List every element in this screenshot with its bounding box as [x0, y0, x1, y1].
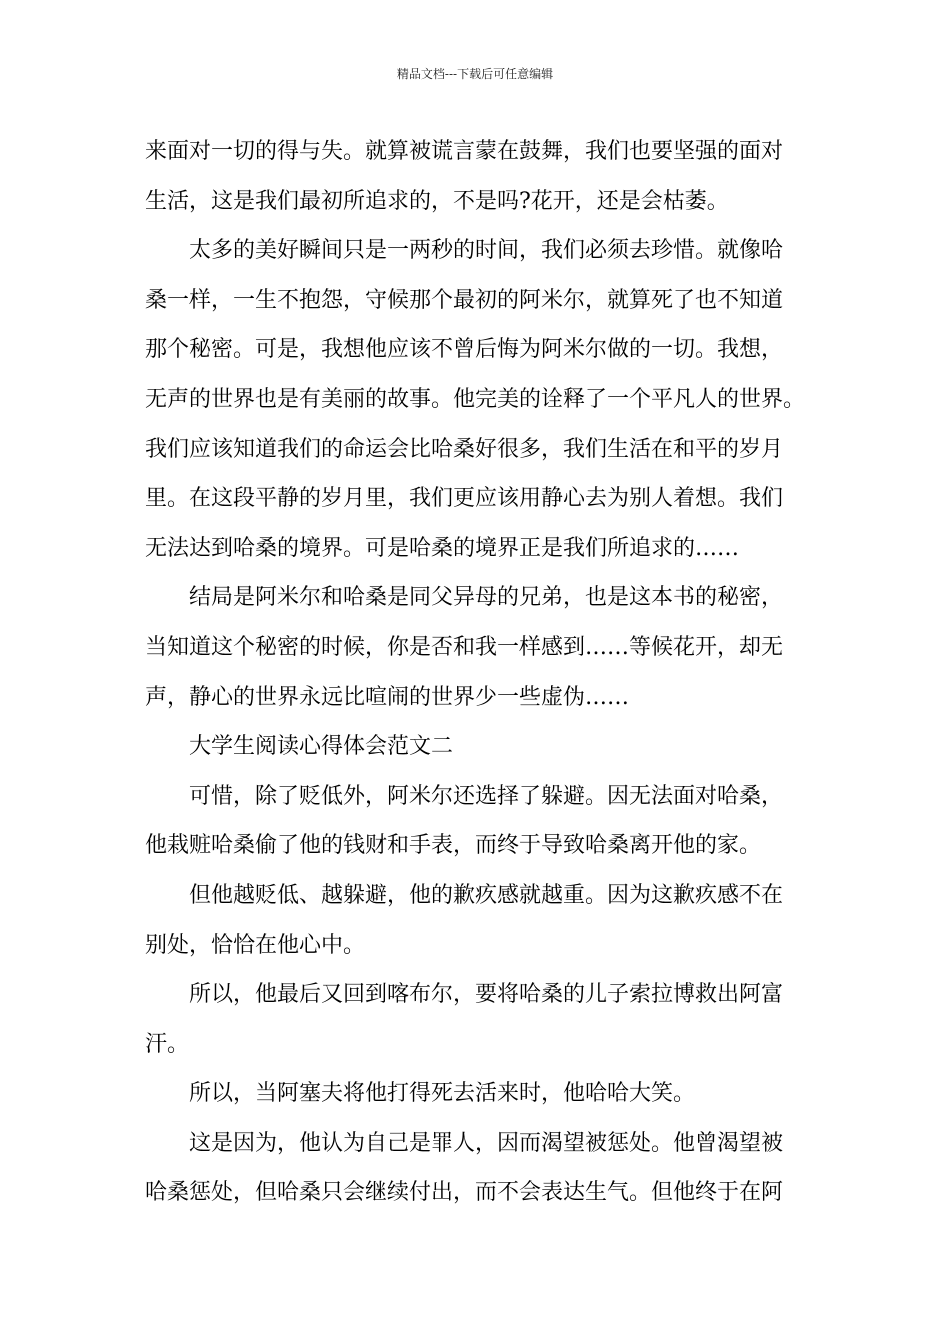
text-line: 所以，当阿塞夫将他打得死去活来时，他哈哈大笑。	[189, 1081, 696, 1107]
text-line: 所以，他最后又回到喀布尔，要将哈桑的儿子索拉博救出阿富	[189, 982, 784, 1008]
text-line: 里。在这段平静的岁月里，我们更应该用静心去为别人着想。我们	[145, 486, 784, 512]
text-line: 那个秘密。可是，我想他应该不曾后悔为阿米尔做的一切。我想，	[145, 337, 784, 363]
text-line: 这是因为，他认为自己是罪人，因而渴望被惩处。他曾渴望被	[189, 1130, 784, 1156]
text-line: 当知道这个秘密的时候，你是否和我一样感到……等候花开，却无	[145, 634, 784, 660]
text-line: 桑一样，一生不抱怨，守候那个最初的阿米尔，就算死了也不知道	[145, 287, 784, 313]
section-heading: 大学生阅读心得体会范文二	[189, 734, 454, 760]
text-line: 我们应该知道我们的命运会比哈桑好很多，我们生活在和平的岁月	[145, 436, 784, 462]
text-line: 可惜，除了贬低外，阿米尔还选择了躲避。因无法面对哈桑，	[189, 783, 784, 809]
text-line: 来面对一切的得与失。就算被谎言蒙在鼓舞，我们也要坚强的面对	[145, 139, 784, 164]
text-line: 他栽赃哈桑偷了他的钱财和手表，而终于导致哈桑离开他的家。	[145, 833, 762, 859]
text-line: 汗。	[145, 1031, 190, 1057]
text-line: 生活，这是我们最初所追求的，不是吗?花开，还是会枯萎。	[145, 188, 729, 214]
text-line: 声，静心的世界永远比喧闹的世界少一些虚伪……	[145, 684, 630, 710]
page-header: 精品文档---下载后可任意编辑	[396, 67, 554, 81]
text-line: 别处，恰恰在他心中。	[145, 932, 366, 958]
text-line: 无声的世界也是有美丽的故事。他完美的诠释了一个平凡人的世界。	[145, 386, 806, 412]
text-line: 无法达到哈桑的境界。可是哈桑的境界正是我们所追求的……	[145, 535, 740, 561]
text-line: 结局是阿米尔和哈桑是同父异母的兄弟，也是这本书的秘密，	[189, 585, 784, 611]
text-line: 但他越贬低、越躲避，他的歉疚感就越重。因为这歉疚感不在	[189, 882, 784, 908]
text-line: 哈桑惩处，但哈桑只会继续付出，而不会表达生气。但他终于在阿	[145, 1180, 784, 1206]
text-line: 太多的美好瞬间只是一两秒的时间，我们必须去珍惜。就像哈	[189, 238, 784, 264]
document-body	[145, 127, 815, 1218]
